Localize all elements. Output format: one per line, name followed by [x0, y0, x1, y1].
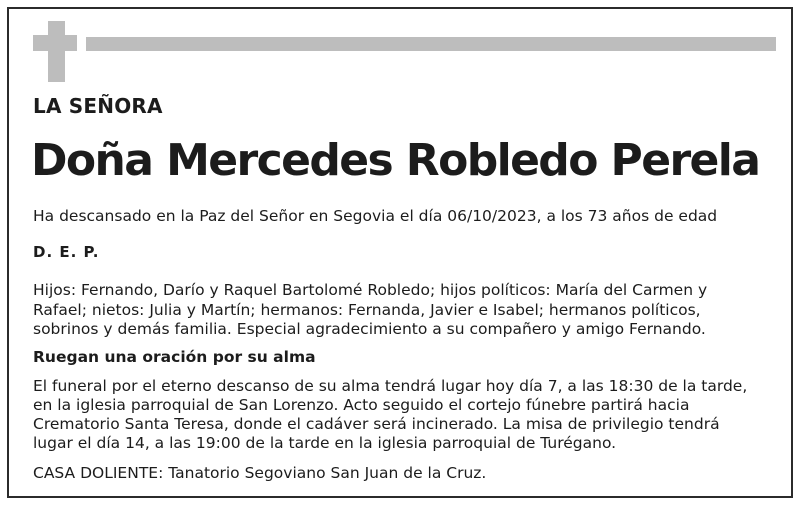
family-line: Rafael; nietos: Julia y Martín; hermanos: Fernanda, Javier e Isabel; hermanos políticos,: [33, 300, 701, 319]
funeral-line: lugar el día 14, a las 19:00 de la tarde en la iglesia parroquial de Turégano.: [33, 434, 617, 452]
funeral-line: Crematorio Santa Teresa, donde el cadáver será incinerado. La misa de privilegio tendrá: [33, 415, 720, 433]
honorific-prefix: LA SEÑORA: [33, 94, 163, 118]
family-line: sobrinos y demás familia. Especial agradecimiento a su compañero y amigo Fernando.: [33, 320, 706, 338]
family-line: Hijos: Fernando, Darío y Raquel Bartolomé Robledo; hijos políticos: María del Carmen y: [33, 281, 708, 299]
funeral-line: El funeral por el eterno descanso de su alma tendrá lugar hoy día 7, a las 18:30 de la tarde,: [33, 377, 748, 395]
funeral-line: en la iglesia parroquial de San Lorenzo. Acto seguido el cortejo fúnebre partirá hacia: [33, 396, 690, 414]
death-announcement: Ha descansado en la Paz del Señor en Segovia el día 06/10/2023, a los 73 años de edad: [33, 207, 718, 225]
funeral-paragraph: [33, 377, 747, 453]
cross-icon: [48, 21, 65, 82]
deceased-name: Doña Mercedes Robledo Perela: [31, 135, 760, 186]
prayer-heading: Ruegan una oración por su alma: [33, 348, 316, 366]
mourning-house: CASA DOLIENTE: Tanatorio Segoviano San Juan de la Cruz.: [33, 464, 487, 482]
cross-icon-bar: [33, 35, 77, 51]
rip-abbreviation: D. E. P.: [33, 243, 100, 261]
family-paragraph: [33, 281, 707, 340]
header-rule: [86, 37, 776, 51]
